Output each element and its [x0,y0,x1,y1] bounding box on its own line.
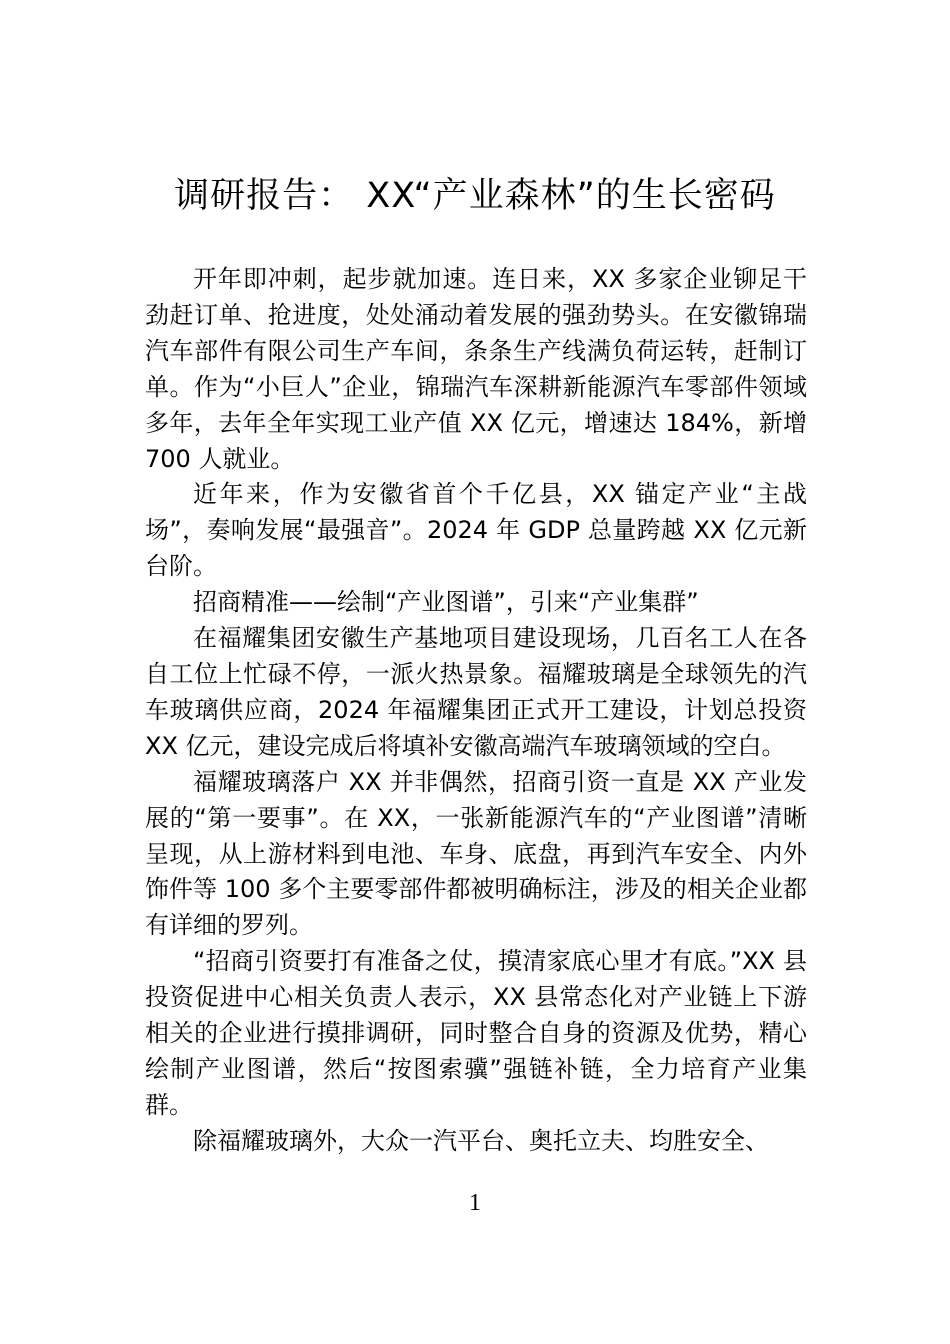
paragraph-industry-map: 福耀玻璃落户 XX 并非偶然，招商引资一直是 XX 产业发展的“第一要事”。在 XX，一张新能源汽车的“产业图谱”清晰呈现，从上游材料到电池、车身、底盘，再到汽车安全、内外饰件等 100 多个主要零部件都被明确标注，涉及的相关企业都有详细的罗列。 [145,767,807,940]
paragraph-other-companies: 除福耀玻璃外，大众一汽平台、奥托立夫、均胜安全、 [193,1126,769,1155]
paragraph-fuyao-project: 在福耀集团安徽生产基地项目建设现场，几百名工人在各自工位上忙碌不停，一派火热景象。福耀玻璃是全球领先的汽车玻璃供应商，2024 年福耀集团正式开工建设，计划总投资 XX 亿元，建设完成后将填补安徽高端汽车玻璃领域的空白。 [145,624,807,760]
paragraph-investment-quote: “招商引资要打有准备之仗，摸清家底心里才有底。”XX 县投资促进中心相关负责人表示，XX 县常态化对产业链上下游相关的企业进行摸排调研，同时整合自身的资源及优势，精心绘制产业图谱，然后“按图索骥”强链补链，全力培育产业集群。 [145,947,807,1119]
paragraph-overview: 近年来，作为安徽省首个千亿县，XX 锚定产业“主战场”，奏响发展“最强音”。2024 年 GDP 总量跨越 XX 亿元新台阶。 [145,480,807,581]
paragraph-intro: 开年即冲刺，起步就加速。连日来，XX 多家企业铆足干劲赶订单、抢进度，处处涌动着发展的强劲势头。在安徽锦瑞汽车部件有限公司生产车间，条条生产线满负荷运转，赶制订单。作为“小巨人”企业，锦瑞汽车深耕新能源汽车零部件领域多年，去年全年实现工业产值 XX 亿元，增速达 184%，新增 700 人就业。 [145,265,807,473]
document-title: 调研报告： XX“产业森林”的生长密码 [174,176,776,216]
section-heading: 招商精准——绘制“产业图谱”，引来“产业集群” [193,588,699,617]
document-body [145,262,807,1160]
page-number: 1 [469,1190,481,1216]
